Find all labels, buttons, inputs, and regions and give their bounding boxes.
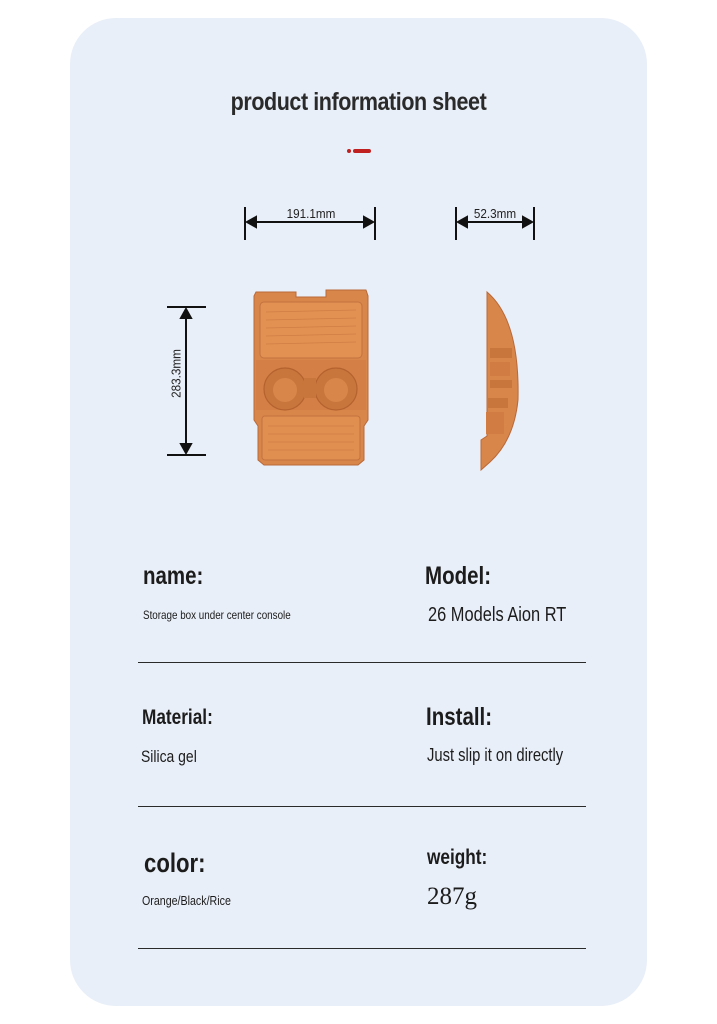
name-label: name: bbox=[143, 562, 204, 590]
color-value: Orange/Black/Rice bbox=[142, 893, 231, 908]
accent-bar bbox=[353, 149, 371, 153]
weight-label: weight: bbox=[427, 846, 488, 869]
name-value: Storage box under center console bbox=[143, 608, 291, 622]
material-value: Silica gel bbox=[141, 747, 197, 766]
row-divider-2 bbox=[138, 806, 586, 807]
accent-dot bbox=[347, 149, 351, 153]
width-label: 191.1mm bbox=[286, 206, 336, 221]
weight-value: 287g bbox=[427, 883, 477, 910]
model-label: Model: bbox=[425, 562, 492, 590]
row-divider-3 bbox=[138, 948, 586, 949]
install-value: Just slip it on directly bbox=[427, 745, 564, 765]
row-divider-1 bbox=[138, 662, 586, 663]
title-accent bbox=[347, 148, 371, 154]
model-value: 26 Models Aion RT bbox=[428, 604, 567, 626]
depth-label: 52.3mm bbox=[473, 206, 517, 221]
material-label: Material: bbox=[142, 706, 213, 729]
color-label: color: bbox=[144, 848, 206, 878]
height-label: 283.3mm bbox=[168, 349, 184, 398]
install-label: Install: bbox=[426, 703, 493, 731]
page-title: product information sheet bbox=[230, 88, 487, 116]
